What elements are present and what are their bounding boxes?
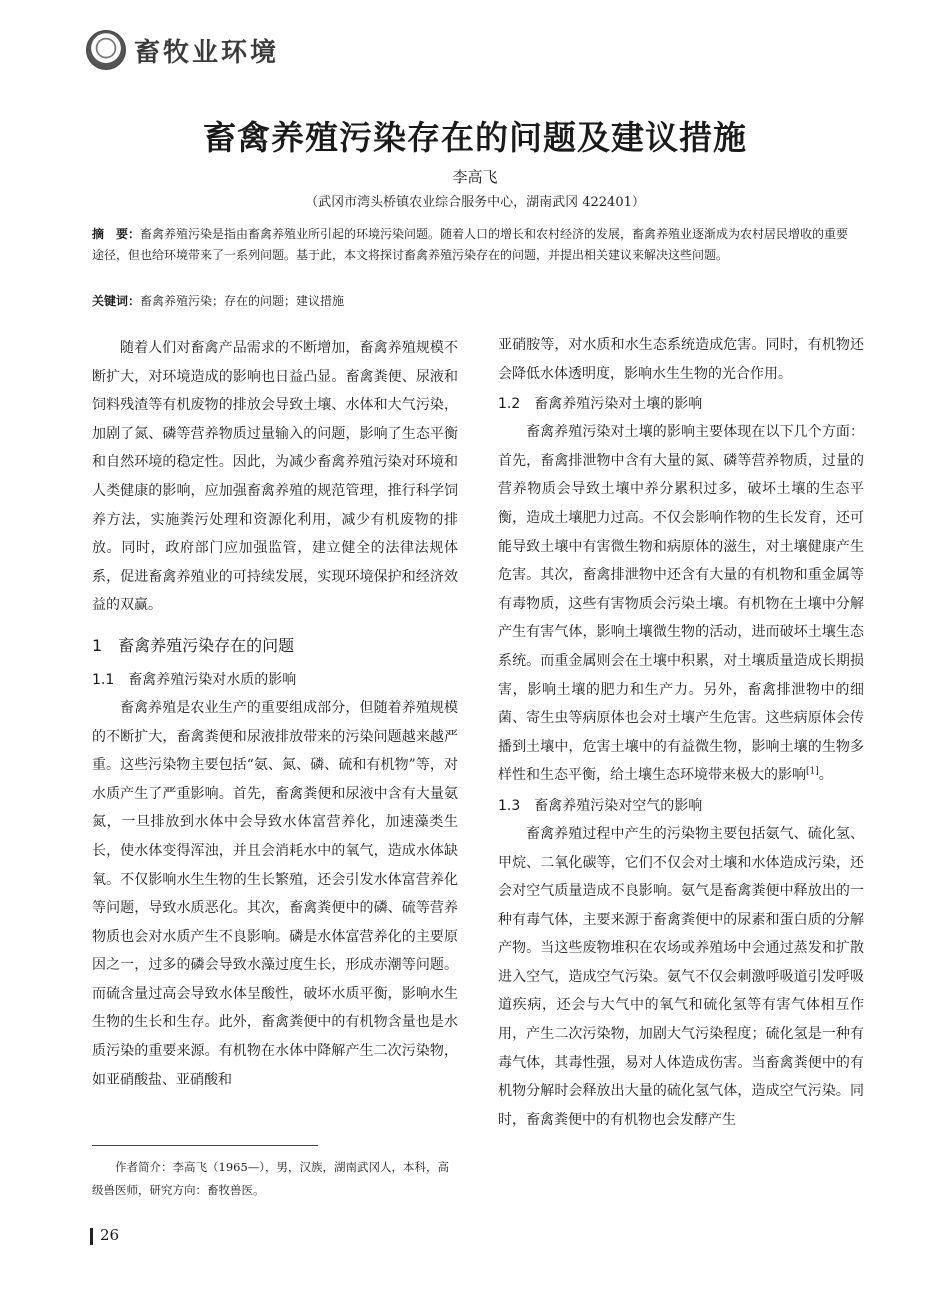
author-name: 李高飞 [452, 168, 498, 186]
section-heading-1-2: 1.2 畜禽养殖污染对土壤的影响 [498, 396, 703, 413]
citation-ref[interactable]: [1] [806, 766, 819, 777]
journal-logo [86, 30, 279, 70]
abstract-text: 畜禽养殖污染是指由畜禽养殖业所引起的环境污染问题。随着人口的增长和农村经济的发展，畜禽养殖业逐渐成为农村居民增收的重要途径，但也给环境带来了一系列问题。基于此，本文将探讨畜禽养殖污染存在的问题，并提出相关建议来解决这些问题。 [92, 227, 849, 262]
keywords-label: 关键词： [92, 294, 141, 308]
article-title: 畜禽养殖污染存在的问题及建议措施 [203, 118, 747, 157]
author-footnote: 作者简介：李高飞（1965—），男，汉族，湖南武冈人，本科，高级兽医师，研究方向：畜牧兽医。 [92, 1160, 450, 1197]
footnote-divider [92, 1145, 318, 1146]
section-heading-1-3: 1.3 畜禽养殖污染对空气的影响 [498, 797, 703, 814]
abstract-label: 摘 要： [92, 227, 141, 241]
section-heading-1-1: 1.1 畜禽养殖污染对水质的影响 [92, 671, 297, 688]
author-affiliation: （武冈市湾头桥镇农业综合服务中心，湖南武冈 422401） [305, 195, 645, 210]
air-paragraph: 畜禽养殖过程中产生的污染物主要包括氨气、硫化氢、甲烷、二氧化碳等，它们不仅会对土壤和水体造成污染，还会对空气质量造成不良影响。氨气是畜禽粪便中释放出的一种有毒气体，主要来源于畜禽粪便中的尿素和蛋白质的分解产物。当这些废物堆积在农场或养殖场中会通过蒸发和扩散进入空气，造成空气污染。氨气不仅会刺激呼吸道引发呼吸道疾病，还会与大气中的氧气和硫化氢等有害气体相互作用，产生二次污染物，加剧大气污染程度；硫化氢是一种有毒气体，其毒性强，易对人体造成伤害。当畜禽粪便中的有机物分解时会释放出大量的硫化氢气体，造成空气污染。同时，畜禽粪便中的有机物也会发酵产生 [498, 825, 864, 1128]
keywords-text: 畜禽养殖污染；存在的问题；建议措施 [140, 294, 345, 308]
intro-paragraph: 随着人们对畜禽产品需求的不断增加，畜禽养殖规模不断扩大，对环境造成的影响也日益凸显。畜禽粪便、尿液和饲料残渣等有机废物的排放会导致土壤、水体和大气污染，加剧了氮、磷等营养物质过量输入的问题，影响了生态平衡和自然环境的稳定性。因此，为减少畜禽养殖污染对环境和人类健康的影响，应加强畜禽养殖的规范管理，推行科学饲养方法，实施粪污处理和资源化利用，减少有机废物的排放。同时，政府部门应加强监管，建立健全的法律法规体系，促进畜禽养殖业的可持续发展，实现环境保护和经济效益的双赢。 [92, 340, 458, 614]
page-number-bar [90, 1228, 93, 1245]
section-heading-1: 1 畜禽养殖污染存在的问题 [92, 635, 295, 655]
keywords [92, 292, 860, 310]
water-paragraph: 畜禽养殖是农业生产的重要组成部分，但随着养殖规模的不断扩大，畜禽粪便和尿液排放带来的污染问题越来越严重。这些污染物主要包括“氨、氮、磷、硫和有机物”等，对水质产生了严重影响。首先，畜禽粪便和尿液中含有大量氨氮，一旦排放到水体中会导致水体富营养化，加速藻类生长，使水体变得浑浊，并且会消耗水中的氧气，造成水体缺氧。不仅影响水生生物的生长繁殖，还会引发水体富营养化等问题，导致水质恶化。其次，畜禽粪便中的磷、硫等营养物质也会对水质产生不良影响。磷是水体富营养化的主要原因之一，过多的磷会导致水藻过度生长，形成赤潮等问题。而硫含量过高会导致水体呈酸性，破坏水质平衡，影响水生生物的生长和生存。此外，畜禽粪便中的有机物含量也是水质污染的重要来源。有机物在水体中降解产生二次污染物，如亚硝酸盐、亚硝酸和 [92, 699, 458, 1088]
soil-paragraph-end: 。 [818, 767, 833, 784]
soil-paragraph-text: 畜禽养殖污染对土壤的影响主要体现在以下几个方面：首先，畜禽排泄物中含有大量的氮、磷等营养物质，过量的营养物质会导致土壤中养分累积过多，破坏土壤的生态平衡，造成土壤肥力过高。不仅会影响作物的生长发育，还可能导致土壤中有害微生物和病原体的滋生，对土壤健康产生危害。其次，畜禽排泄物中还含有大量的有机物和重金属等有毒物质，这些有害物质会污染土壤。有机物在土壤中分解产生有害气体，影响土壤微生物的活动，进而破坏土壤生态系统。而重金属则会在土壤中积累，对土壤质量造成长期损害，影响土壤的肥力和生产力。另外，畜禽排泄物中的细菌、寄生虫等病原体也会对土壤产生危害。这些病原体会传播到土壤中，危害土壤中的有益微生物，影响土壤的生物多样性和生态平衡，给土壤生态环境带来极大的影响 [498, 424, 864, 784]
left-column [92, 334, 458, 1094]
soil-paragraph [498, 418, 864, 790]
water-paragraph-continued: 亚硝胺等，对水质和水生态系统造成危害。同时，有机物还会降低水体透明度，影响水生生物的光合作用。 [498, 337, 864, 382]
journal-emblem-icon [86, 30, 126, 70]
journal-name: 畜牧业环境 [134, 37, 280, 68]
abstract [92, 224, 860, 266]
page-number: 26 [100, 1226, 120, 1244]
right-column [498, 331, 864, 1134]
